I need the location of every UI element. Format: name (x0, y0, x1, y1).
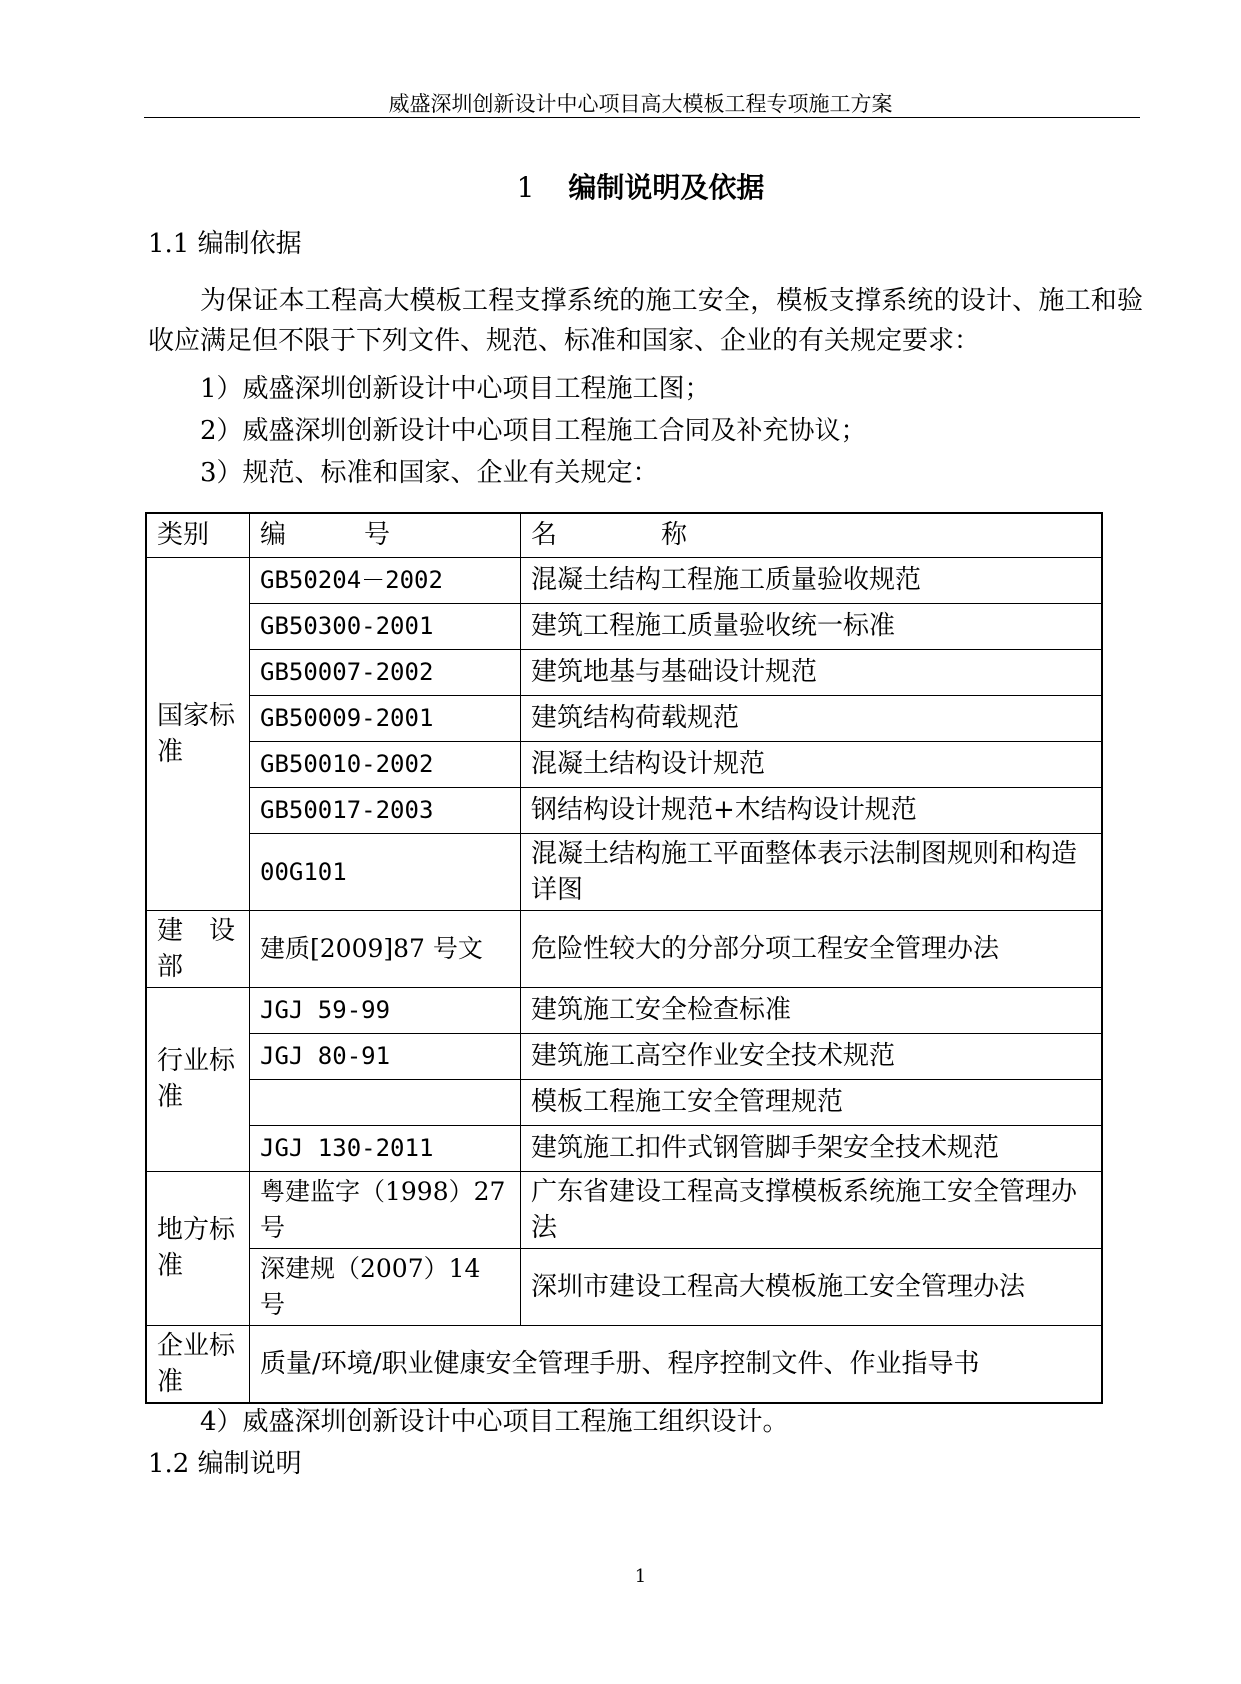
section-1-2-heading: 1.2 编制说明 (148, 1449, 302, 1479)
list-item-1: 1）威盛深圳创新设计中心项目工程施工图； (200, 374, 711, 404)
name-cell: 建筑结构荷载规范 (521, 695, 1103, 741)
name-cell: 广东省建设工程高支撑模板系统施工安全管理办法 (521, 1171, 1103, 1248)
table-row (146, 987, 1102, 1033)
code-cell: 建质[2009]87 号文 (250, 910, 521, 987)
name-cell: 建筑施工扣件式钢管脚手架安全技术规范 (521, 1125, 1103, 1171)
table-row (146, 910, 1102, 987)
code-cell: 深建规（2007）14 号 (250, 1248, 521, 1325)
name-cell: 建筑地基与基础设计规范 (521, 649, 1103, 695)
table-row (146, 833, 1102, 910)
category-cell: 企业标准 (146, 1325, 250, 1403)
header-name: 名 称 (521, 513, 1103, 557)
code-cell: GB50300-2001 (250, 603, 521, 649)
table-row (146, 1248, 1102, 1325)
code-cell: GB50017-2003 (250, 787, 521, 833)
table-header-row (146, 513, 1102, 557)
table-row (146, 1033, 1102, 1079)
code-cell (250, 1079, 521, 1125)
code-cell: JGJ 80-91 (250, 1033, 521, 1079)
list-item-4: 4）威盛深圳创新设计中心项目工程施工组织设计。 (200, 1407, 789, 1437)
name-cell: 建筑工程施工质量验收统一标准 (521, 603, 1103, 649)
code-cell: 00G101 (250, 833, 521, 910)
header-category: 类别 (146, 513, 250, 557)
chapter-title (0, 166, 1241, 206)
category-cell: 行业标准 (146, 987, 250, 1171)
name-cell: 建筑施工安全检查标准 (521, 987, 1103, 1033)
table-row (146, 1125, 1102, 1171)
code-cell: JGJ 59-99 (250, 987, 521, 1033)
name-cell: 深圳市建设工程高大模板施工安全管理办法 (521, 1248, 1103, 1325)
merged-cell: 质量/环境/职业健康安全管理手册、程序控制文件、作业指导书 (250, 1325, 1103, 1403)
table-row (146, 649, 1102, 695)
code-cell: GB50010-2002 (250, 741, 521, 787)
category-cell: 地方标准 (146, 1171, 250, 1325)
name-cell: 混凝土结构设计规范 (521, 741, 1103, 787)
code-cell: JGJ 130-2011 (250, 1125, 521, 1171)
name-cell: 危险性较大的分部分项工程安全管理办法 (521, 910, 1103, 987)
table-row (146, 603, 1102, 649)
table-row (146, 787, 1102, 833)
table-row (146, 557, 1102, 603)
code-cell: GB50007-2002 (250, 649, 521, 695)
code-cell: GB50009-2001 (250, 695, 521, 741)
name-cell: 钢结构设计规范+木结构设计规范 (521, 787, 1103, 833)
chapter-title-text: 编制说明及依据 (568, 171, 765, 204)
name-cell: 混凝土结构工程施工质量验收规范 (521, 557, 1103, 603)
name-cell: 建筑施工高空作业安全技术规范 (521, 1033, 1103, 1079)
page-number: 1 (634, 1566, 647, 1587)
chapter-number: 1 (516, 171, 535, 204)
section-1-1-paragraph: 为保证本工程高大模板工程支撑系统的施工安全，模板支撑系统的设计、施工和验收应满足但不限于下列文件、规范、标准和国家、企业的有关规定要求： (148, 286, 1143, 356)
table-row (146, 1171, 1102, 1248)
table-row (146, 1325, 1102, 1403)
section-1-1-heading: 1.1 编制依据 (148, 229, 302, 259)
name-cell: 混凝土结构施工平面整体表示法制图规则和构造详图 (521, 833, 1103, 910)
table-row (146, 1079, 1102, 1125)
standards-table (145, 512, 1103, 1404)
code-cell: GB50204－2002 (250, 557, 521, 603)
table-row (146, 741, 1102, 787)
list-item-3: 3）规范、标准和国家、企业有关规定： (200, 458, 659, 488)
category-cell: 国家标准 (146, 557, 250, 910)
code-cell: 粤建监字（1998）27 号 (250, 1171, 521, 1248)
header-code: 编 号 (250, 513, 521, 557)
category-cell: 建 设部 (146, 910, 250, 987)
header-rule (144, 117, 1140, 118)
list-item-2: 2）威盛深圳创新设计中心项目工程施工合同及补充协议； (200, 416, 867, 446)
page-header: 威盛深圳创新设计中心项目高大模板工程专项施工方案 (388, 92, 893, 116)
name-cell: 模板工程施工安全管理规范 (521, 1079, 1103, 1125)
table-row (146, 695, 1102, 741)
